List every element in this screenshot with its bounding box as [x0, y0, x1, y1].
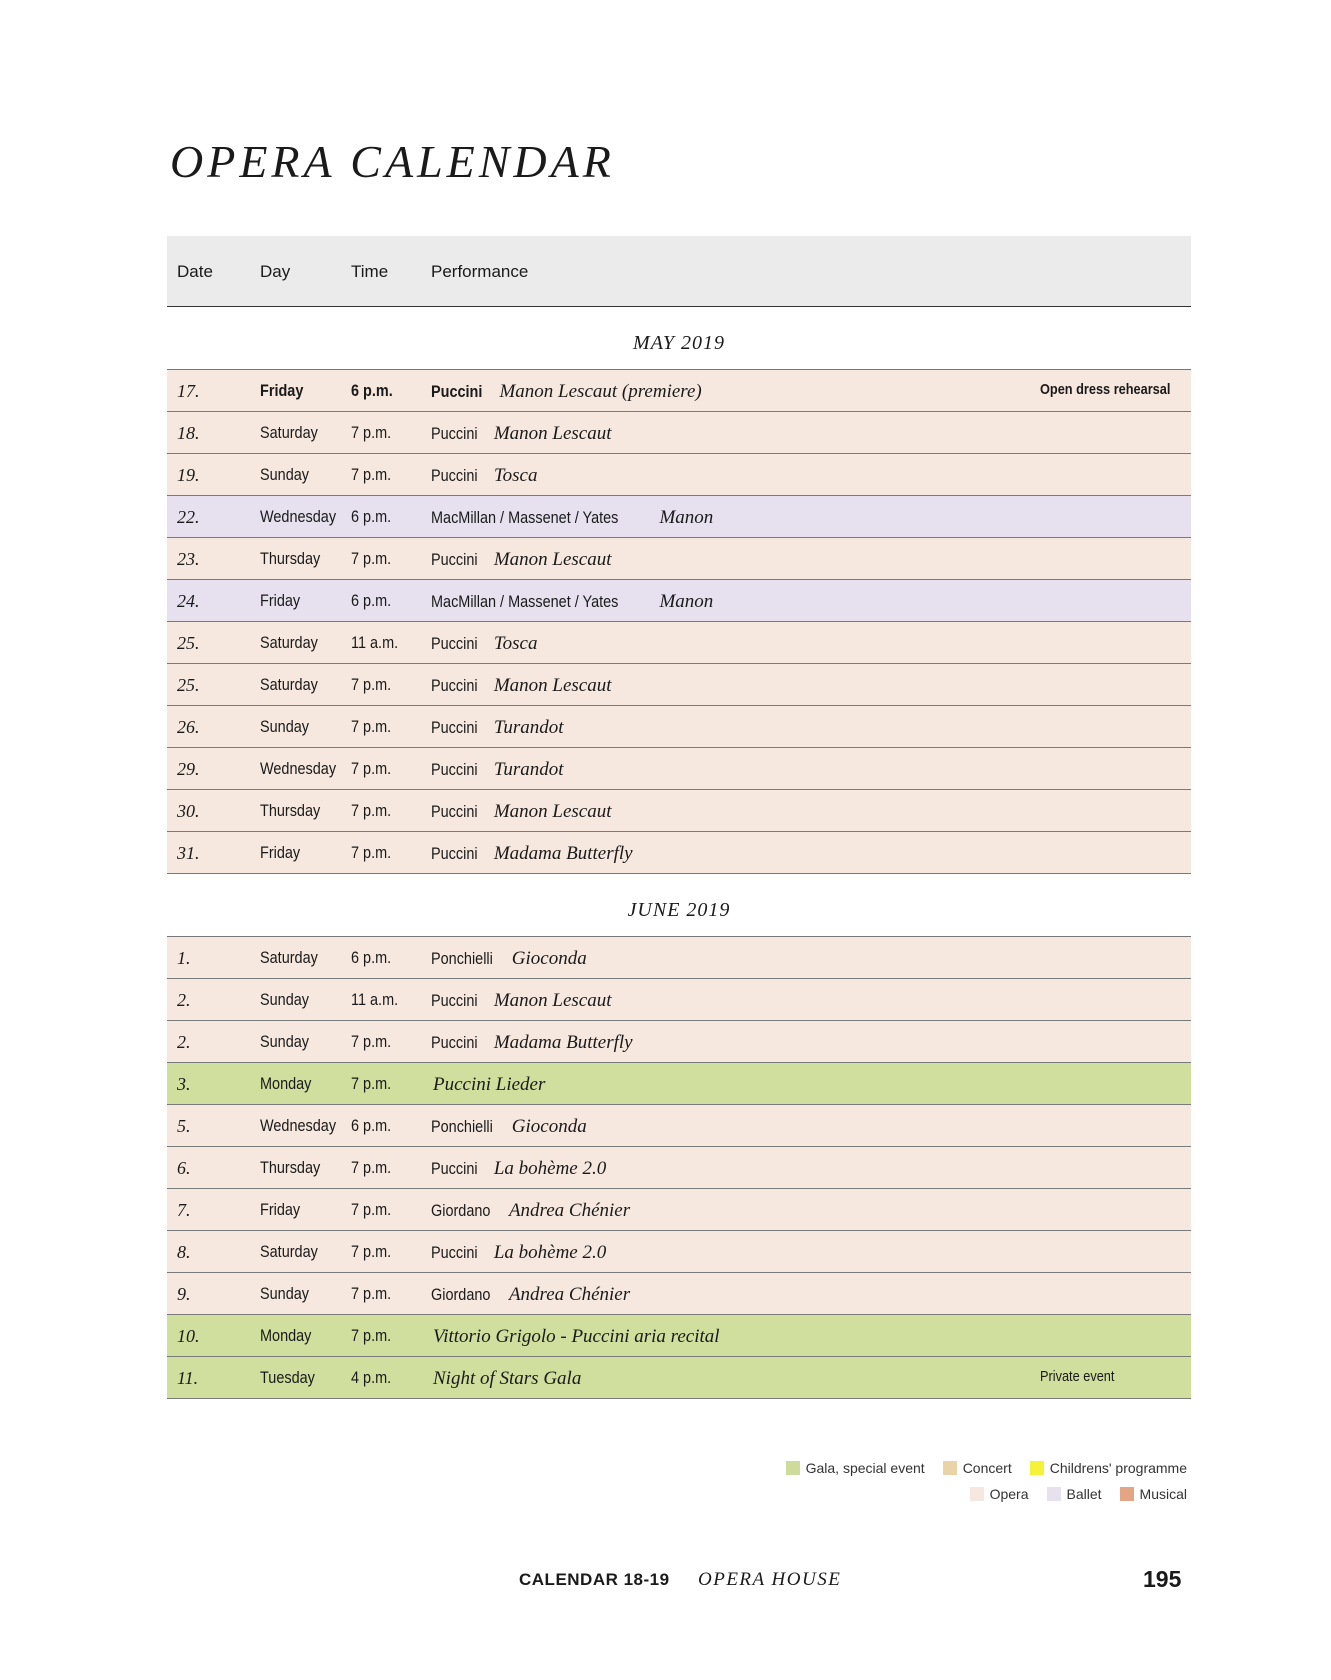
- row-performance: [431, 1074, 545, 1096]
- legend-item: [943, 1460, 1012, 1476]
- legend-label: Opera: [989, 1486, 1029, 1502]
- row-work: Manon Lescaut: [493, 801, 612, 822]
- row-performance: [431, 948, 587, 970]
- legend-swatch: [970, 1487, 984, 1501]
- header-performance: Performance: [431, 262, 529, 281]
- row-date: 19.: [177, 465, 200, 485]
- row-composer: Puccini: [431, 1159, 478, 1178]
- row-work: Turandot: [493, 759, 564, 780]
- table-row: [167, 622, 1191, 664]
- legend-label: Ballet: [1066, 1486, 1102, 1502]
- row-day: Sunday: [260, 465, 310, 484]
- row-performance: [431, 591, 713, 613]
- legend-label: Childrens' programme: [1049, 1460, 1187, 1476]
- row-time: 7 p.m.: [351, 717, 392, 736]
- row-time: 7 p.m.: [351, 675, 392, 694]
- row-date: 17.: [177, 381, 200, 401]
- row-composer: Puccini: [431, 424, 478, 443]
- row-performance: [431, 1116, 587, 1138]
- row-work: Tosca: [493, 633, 538, 654]
- row-day: Saturday: [260, 423, 318, 442]
- legend-swatch: [1030, 1461, 1044, 1475]
- table-row: [167, 370, 1191, 412]
- row-date: 31.: [177, 843, 200, 863]
- row-date: 7.: [177, 1200, 191, 1220]
- row-date: 10.: [177, 1326, 200, 1346]
- row-composer: Puccini: [431, 718, 478, 737]
- footer-calendar: CALENDAR 18-19: [519, 1570, 670, 1589]
- row-work: Puccini Lieder: [433, 1074, 546, 1095]
- row-composer: MacMillan / Massenet / Yates: [431, 592, 619, 611]
- table-row: [167, 1357, 1191, 1399]
- row-day: Monday: [260, 1326, 312, 1345]
- row-performance: [431, 1158, 606, 1180]
- row-date: 22.: [177, 507, 200, 527]
- row-date: 9.: [177, 1284, 191, 1304]
- row-performance: [431, 1032, 633, 1054]
- footer: [0, 1566, 1331, 1600]
- header-date: Date: [177, 262, 213, 281]
- row-composer: Puccini: [431, 760, 478, 779]
- legend-item: [786, 1460, 925, 1476]
- table-row: [167, 496, 1191, 538]
- row-date: 23.: [177, 549, 200, 569]
- row-day: Sunday: [260, 1032, 310, 1051]
- row-date: 25.: [177, 675, 200, 695]
- row-day: Wednesday: [260, 507, 337, 526]
- row-performance: [431, 843, 633, 865]
- table-header: [167, 236, 1191, 307]
- row-work: Night of Stars Gala: [433, 1368, 582, 1389]
- legend-item: [1030, 1460, 1187, 1476]
- row-time: 7 p.m.: [351, 1200, 392, 1219]
- row-time: 7 p.m.: [351, 1158, 392, 1177]
- table-row: [167, 1063, 1191, 1105]
- table-row: [167, 1315, 1191, 1357]
- row-performance: [431, 1200, 630, 1222]
- table-row: [167, 937, 1191, 979]
- row-day: Sunday: [260, 990, 310, 1009]
- table-row: [167, 790, 1191, 832]
- row-work: Madama Butterfly: [493, 843, 633, 864]
- row-time: 6 p.m.: [351, 591, 392, 610]
- row-date: 6.: [177, 1158, 191, 1178]
- row-time: 6 p.m.: [351, 507, 392, 526]
- row-day: Thursday: [260, 801, 321, 820]
- row-performance: [431, 633, 537, 655]
- row-time: 7 p.m.: [351, 801, 392, 820]
- row-date: 2.: [177, 1032, 191, 1052]
- legend-item: [1120, 1486, 1187, 1502]
- row-work: Andrea Chénier: [508, 1284, 631, 1305]
- row-composer: Ponchielli: [431, 949, 493, 968]
- row-time: 7 p.m.: [351, 465, 392, 484]
- row-day: Saturday: [260, 633, 318, 652]
- row-date: 30.: [177, 801, 200, 821]
- row-performance: [431, 1242, 606, 1264]
- row-note: Private event: [1040, 1368, 1115, 1385]
- legend-row: [786, 1486, 1187, 1502]
- table-row: [167, 706, 1191, 748]
- legend-label: Concert: [962, 1460, 1012, 1476]
- table-row: [167, 538, 1191, 580]
- row-date: 2.: [177, 990, 191, 1010]
- row-work: Manon Lescaut: [493, 549, 612, 570]
- row-work: Tosca: [493, 465, 538, 486]
- row-date: 25.: [177, 633, 200, 653]
- row-composer: Puccini: [431, 1033, 478, 1052]
- page-title: OPERA CALENDAR: [170, 136, 615, 187]
- row-day: Tuesday: [260, 1368, 315, 1387]
- table-row: [167, 454, 1191, 496]
- row-time: 6 p.m.: [351, 381, 393, 400]
- row-time: 4 p.m.: [351, 1368, 392, 1387]
- table-row: [167, 1189, 1191, 1231]
- row-day: Wednesday: [260, 1116, 337, 1135]
- table-row: [167, 1105, 1191, 1147]
- row-time: 7 p.m.: [351, 759, 392, 778]
- row-performance: [431, 465, 537, 487]
- row-date: 5.: [177, 1116, 191, 1136]
- table-row: [167, 979, 1191, 1021]
- months-container: [167, 307, 1191, 1399]
- row-performance: [431, 1326, 720, 1348]
- calendar-table: [167, 236, 1191, 1399]
- table-row: [167, 1021, 1191, 1063]
- row-composer: Puccini: [431, 466, 478, 485]
- row-time: 11 a.m.: [351, 633, 399, 652]
- row-date: 26.: [177, 717, 200, 737]
- row-work: Madama Butterfly: [493, 1032, 633, 1053]
- row-work: Gioconda: [511, 948, 587, 969]
- legend-swatch: [1047, 1487, 1061, 1501]
- row-performance: [431, 549, 612, 571]
- row-time: 7 p.m.: [351, 1074, 392, 1093]
- table-row: [167, 1273, 1191, 1315]
- row-composer: Puccini: [431, 802, 478, 821]
- row-composer: Puccini: [431, 844, 478, 863]
- row-day: Saturday: [260, 948, 318, 967]
- row-composer: Puccini: [431, 382, 483, 401]
- row-work: Manon Lescaut (premiere): [499, 381, 702, 402]
- row-work: Vittorio Grigolo - Puccini aria recital: [433, 1326, 720, 1347]
- row-date: 8.: [177, 1242, 191, 1262]
- row-performance: [431, 675, 612, 697]
- row-performance: [431, 759, 564, 781]
- row-composer: Puccini: [431, 991, 478, 1010]
- row-time: 7 p.m.: [351, 1032, 392, 1051]
- row-date: 29.: [177, 759, 200, 779]
- header-day: Day: [260, 262, 291, 281]
- row-day: Wednesday: [260, 759, 337, 778]
- legend-label: Musical: [1139, 1486, 1187, 1502]
- row-day: Friday: [260, 843, 301, 862]
- row-work: Andrea Chénier: [508, 1200, 631, 1221]
- row-time: 7 p.m.: [351, 1326, 392, 1345]
- table-row: [167, 580, 1191, 622]
- table-row: [167, 832, 1191, 874]
- table-row: [167, 1147, 1191, 1189]
- legend-label: Gala, special event: [805, 1460, 925, 1476]
- row-date: 3.: [177, 1074, 191, 1094]
- row-time: 7 p.m.: [351, 843, 392, 862]
- footer-house: OPERA HOUSE: [698, 1569, 842, 1590]
- row-composer: Puccini: [431, 634, 478, 653]
- row-day: Sunday: [260, 717, 310, 736]
- legend-row: [786, 1460, 1187, 1476]
- row-day: Friday: [260, 381, 304, 400]
- row-time: 7 p.m.: [351, 423, 392, 442]
- legend-swatch: [1120, 1487, 1134, 1501]
- row-day: Friday: [260, 591, 301, 610]
- row-day: Monday: [260, 1074, 312, 1093]
- row-date: 11.: [177, 1368, 199, 1388]
- row-time: 11 a.m.: [351, 990, 399, 1009]
- row-work: Manon Lescaut: [493, 423, 612, 444]
- row-date: 1.: [177, 948, 191, 968]
- row-day: Thursday: [260, 1158, 321, 1177]
- row-work: Manon Lescaut: [493, 990, 612, 1011]
- legend: [786, 1460, 1187, 1512]
- row-composer: Puccini: [431, 1243, 478, 1262]
- row-composer: Giordano: [431, 1201, 491, 1220]
- row-composer: Puccini: [431, 676, 478, 695]
- row-composer: Giordano: [431, 1285, 491, 1304]
- row-composer: MacMillan / Massenet / Yates: [431, 508, 619, 527]
- row-composer: Ponchielli: [431, 1117, 493, 1136]
- table-row: [167, 1231, 1191, 1273]
- row-time: 7 p.m.: [351, 1242, 392, 1261]
- row-composer: Puccini: [431, 550, 478, 569]
- legend-item: [970, 1486, 1029, 1502]
- row-work: Manon: [659, 507, 714, 528]
- row-time: 7 p.m.: [351, 1284, 392, 1303]
- row-performance: [431, 801, 612, 823]
- table-row: [167, 748, 1191, 790]
- row-day: Friday: [260, 1200, 301, 1219]
- row-work: La bohème 2.0: [493, 1158, 607, 1179]
- legend-item: [1047, 1486, 1102, 1502]
- row-performance: [431, 1284, 630, 1306]
- header-time: Time: [351, 262, 389, 281]
- row-time: 6 p.m.: [351, 948, 392, 967]
- row-work: Turandot: [493, 717, 564, 738]
- row-performance: [431, 990, 612, 1012]
- row-work: Manon Lescaut: [493, 675, 612, 696]
- month-heading: MAY 2019: [167, 307, 1191, 370]
- row-work: La bohème 2.0: [493, 1242, 607, 1263]
- row-performance: [431, 423, 612, 445]
- row-time: 6 p.m.: [351, 1116, 392, 1135]
- legend-swatch: [943, 1461, 957, 1475]
- row-note: Open dress rehearsal: [1040, 381, 1171, 398]
- row-performance: [431, 1368, 581, 1390]
- row-day: Thursday: [260, 549, 321, 568]
- row-performance: [431, 381, 702, 403]
- row-time: 7 p.m.: [351, 549, 392, 568]
- row-date: 24.: [177, 591, 200, 611]
- row-work: Manon: [659, 591, 714, 612]
- table-row: [167, 412, 1191, 454]
- legend-swatch: [786, 1461, 800, 1475]
- row-date: 18.: [177, 423, 200, 443]
- row-performance: [431, 507, 713, 529]
- row-day: Saturday: [260, 675, 318, 694]
- month-heading: JUNE 2019: [167, 874, 1191, 937]
- row-day: Sunday: [260, 1284, 310, 1303]
- row-performance: [431, 717, 564, 739]
- table-row: [167, 664, 1191, 706]
- page-number: 195: [1143, 1566, 1182, 1592]
- row-day: Saturday: [260, 1242, 318, 1261]
- row-work: Gioconda: [511, 1116, 587, 1137]
